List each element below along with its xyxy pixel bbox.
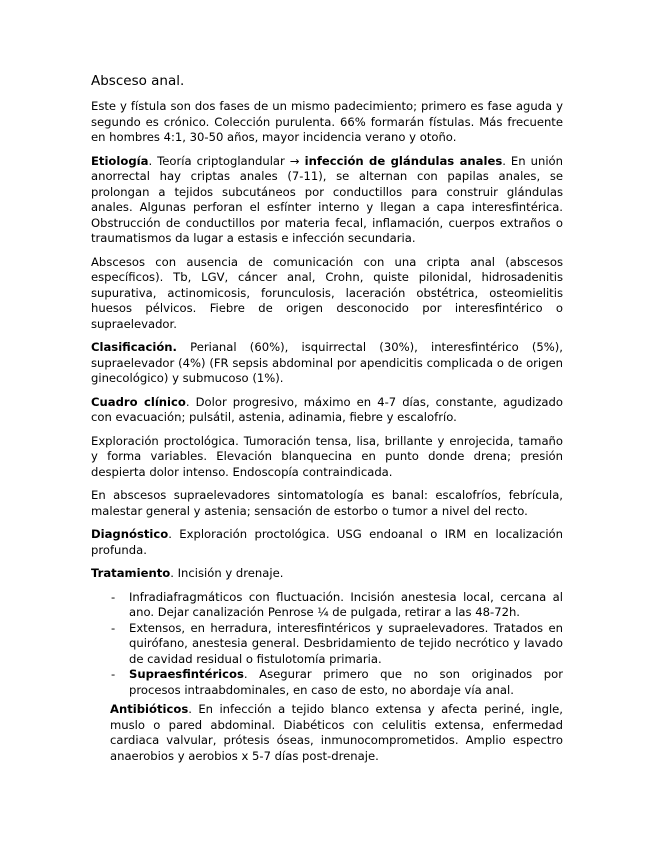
document-content [91,73,563,772]
intro-paragraph: Este y fístula son dos fases de un mismo padecimiento; primero es fase aguda y segundo es crónico. Colección purulenta. 66% formarán fístulas. Más frecuente en hombres 4:1, 30-50 años, mayor incidencia verano y otoño. [91,99,563,144]
list-item-bold: Supraesfintéricos [129,667,244,681]
clasificacion-paragraph [91,340,563,387]
tratamiento-label: Tratamiento [91,566,171,580]
diagnostico-label: Diagnóstico [91,527,169,541]
tratamiento-paragraph [91,566,563,582]
cuadro-text: . Dolor progresivo, máximo en 4-7 días, constante, agudizado con evacuación; pulsátil, astenia, adinamia, fiebre y escalofrío. [91,394,563,424]
list-item-text: . Asegurar primero que no son originados por procesos intraabdominales, en caso de esto, no abordaje vía anal. [129,667,563,697]
cuadro-paragraph [91,395,563,426]
clasificacion-label: Clasificación. [91,340,177,354]
list-item [129,621,563,668]
antibioticos-paragraph [110,702,563,764]
etiologia-text-1: . Teoría criptoglandular → [148,153,305,168]
antibioticos-text: . En infección a tejido blanco extensa y afecta periné, ingle, muslo o pared abdominal. Diabéticos con celulitis extensa, enfermedad cardiaca valvular, prótesis óseas, inmunocomprometidos. Amplio espectro anaerobios y aerobios x 5-7 días post-drenaje. [110,702,563,763]
document-title: Absceso anal. [91,73,185,89]
antibioticos-label: Antibióticos [110,702,189,716]
clasificacion-text: Perianal (60%), isquirrectal (30%), interesfintérico (5%), supraelevador (4%) (FR sepsis abdominal por apendicitis complicada o de origen ginecológico) y submucoso (1%). [91,340,563,385]
supraelevadores-paragraph: En abscesos supraelevadores sintomatología es banal: escalofríos, febrícula, malestar general y astenia; sensación de estorbo o tumor a nivel del recto. [91,488,563,518]
etiologia-bold: infección de glándulas anales [304,153,503,168]
tratamiento-text: . Incisión y drenaje. [170,566,284,580]
list-item [129,667,563,698]
cuadro-label: Cuadro clínico [91,394,186,409]
etiologia-label: Etiología [91,153,149,168]
list-item-text: Extensos, en herradura, interesfintéricos y supraelevadores. Tratados en quirófano, anestesia general. Desbridamiento de tejido necrótico y lavado de cavidad residual o fistulotomía primaria. [129,620,563,666]
list-item-text: Infradiafragmáticos con fluctuación. Incisión anestesia local, cercana al ano. Dejar canalización Penrose ¼ de pulgada, retirar a las 48-72h. [129,589,563,619]
exploracion-paragraph: Exploración proctológica. Tumoración tensa, lisa, brillante y enrojecida, tamaño y forma variables. Elevación blanquecina en punto donde drena; presión despierta dolor intenso. Endoscopía contraindicada. [91,433,563,479]
etiologia-text-2: . En unión anorrectal hay criptas anales (7-11), se alternan con papilas anales, se prolongan a tejidos subcutáneos por conductillos para construir glándulas anales. Algunas perforan el esfínter interno y llegan a capa interesfintérica. Obstrucción de conductillos por materia fecal, inflamación, cuerpos extraños o traumatismos da lugar a estasis e infección secundaria. [91,153,563,245]
diagnostico-paragraph [91,527,563,558]
etiologia-paragraph [91,154,563,247]
tratamiento-list [91,590,563,699]
list-item [129,590,563,621]
diagnostico-text: . Exploración proctológica. USG endoanal o IRM en localización profunda. [91,527,563,557]
abscesos-paragraph: Abscesos con ausencia de comunicación con una cripta anal (abscesos específicos). Tb, LGV, cáncer anal, Crohn, quiste pilonidal, hidrosadenitis supurativa, actinomicosis, forunculosis, laceración obstétrica, osteomielitis huesos pélvicos. Fiebre de origen desconocido por interesfintérico o supraelevador. [91,254,563,331]
